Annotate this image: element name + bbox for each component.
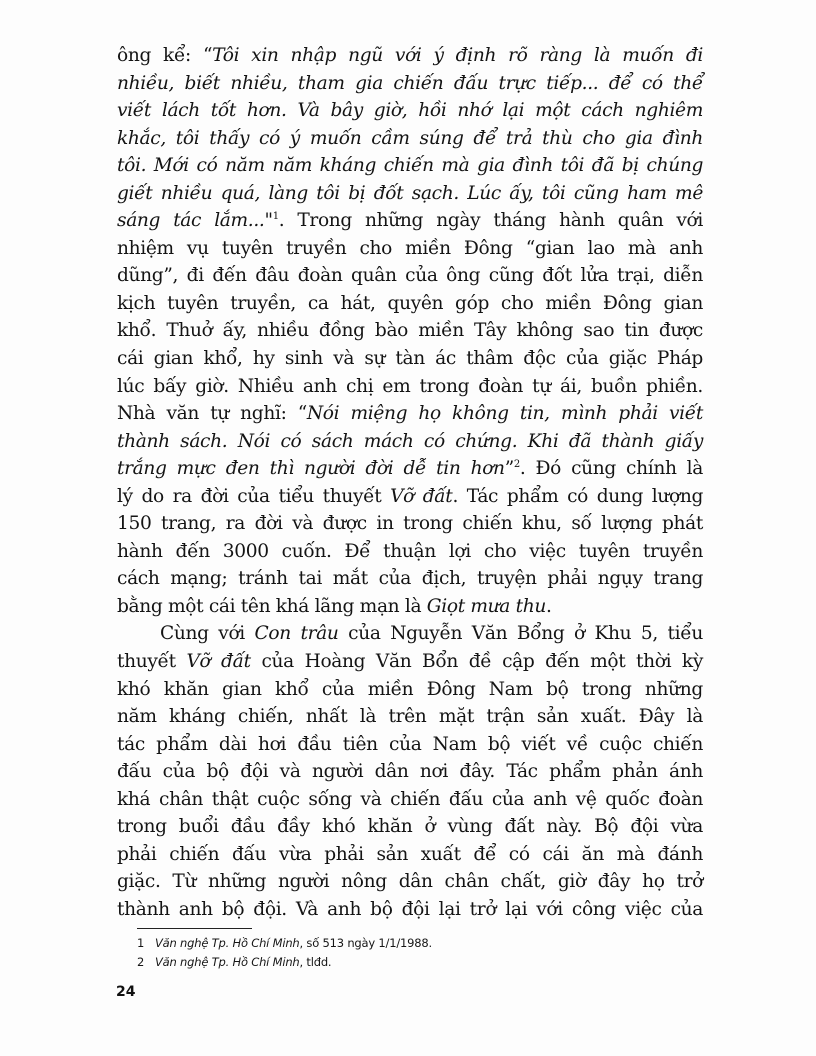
text-line [117,345,703,373]
text-line [117,703,703,731]
text-run: phải chiến đấu vừa phải sản xuất để có cái ăn mà đánh [117,843,703,865]
text-line [117,97,703,125]
text-run: 150 trang, ra đời và được in trong chiến khu, số lượng phát [117,513,703,535]
text-run: năm kháng chiến, nhất là trên mặt trận sản xuất. Đây là [117,706,703,728]
text-run: " [264,210,273,232]
text-line [117,676,703,704]
text-line [117,648,703,676]
text-run: của Nguyễn Văn Bổng ở Khu 5, tiểu [338,623,703,645]
text-run: thành anh bộ đội. Và anh bộ đội lại trở lại với công việc của [117,898,703,920]
page-number: 24 [116,984,136,1000]
text-line [117,70,703,98]
footnote-1 [137,934,637,953]
text-line [117,896,703,924]
text-line [117,125,703,153]
text-run: nhiệm vụ tuyên truyền cho miền Đông “gian lao mà anh [117,237,703,259]
text-run: . [545,595,552,617]
italic-text: viết lách tốt hơn. Và bây giờ, hồi nhớ lại một cách nghiêm [117,100,703,122]
text-run: Nhà văn tự nghĩ: “ [117,403,307,425]
italic-text: nhiều, biết nhiều, tham gia chiến đấu trực tiếp... để có thể [117,72,703,94]
text-run: giặc. Từ những người nông dân chân chất, giờ đây họ trở [117,871,703,893]
text-line [117,317,703,345]
text-run: đấu của bộ đội và người dân nơi đây. Tác phẩm phản ánh [117,761,703,783]
footnote-number: 1 [137,936,145,950]
footnote-detail: , số 513 ngày 1/1/1988. [299,936,432,950]
text-run: trong buổi đầu đầy khó khăn ở vùng đất này. Bộ đội vừa [117,816,703,838]
text-run: Cùng với [160,623,255,645]
italic-text: Vỡ đất [186,651,251,673]
italic-text: khắc, tôi thấy có ý muốn cầm súng để trả thù cho gia đình [117,127,703,149]
text-run: thuyết [117,651,187,673]
text-run: tác phẩm dài hơi đầu tiên của Nam bộ viết về cuộc chiến [117,733,703,755]
text-line [117,290,703,318]
text-run: bằng một cái tên khá lãng mạn là [117,595,427,617]
footnote-source: Văn nghệ Tp. Hồ Chí Minh [155,955,300,969]
text-run: . Tác phẩm có dung lượng [452,485,704,507]
italic-text: Con trâu [254,623,339,645]
text-line [117,538,703,566]
italic-text: thành sách. Nói có sách mách có chứng. Khi đã thành giấy [117,430,703,452]
text-line [117,841,703,869]
text-line [117,235,703,263]
footnote-separator [137,928,252,929]
italic-text: Nói miệng họ không tin, mình phải viết [306,403,703,425]
footnote-2 [137,953,637,972]
italic-text: Tôi xin nhập ngũ với ý định rõ ràng là muốn đi [212,45,703,66]
body-text [117,42,703,924]
text-line [117,152,703,180]
text-run: khó khăn gian khổ của miền Đông Nam bộ trong những [117,678,703,700]
text-line [117,786,703,814]
text-run: kịch tuyên truyền, ca hát, quyên góp cho miền Đông gian [117,292,703,314]
text-run: ” [504,458,514,480]
text-run: dũng”, đi đến đâu đoàn quân của ông cũng đốt lửa trại, diễn [117,265,703,287]
text-line [117,262,703,290]
text-line [117,565,703,593]
italic-text: Giọt mưa thu [426,595,546,617]
text-line [117,731,703,759]
text-line [117,758,703,786]
text-run: ông kể: “ [117,45,213,66]
text-run: . Trong những ngày tháng hành quân với [278,210,703,232]
text-run: cách mạng; tránh tai mắt của địch, truyện phải ngụy trang [117,568,703,590]
text-line [117,620,703,648]
text-run: . Đó cũng chính là [519,458,703,480]
text-line [117,400,703,428]
italic-text: tôi. Mới có năm năm kháng chiến mà gia đình tôi đã bị chúng [117,155,703,177]
text-line [117,428,703,456]
text-line [117,207,703,235]
italic-text: giết nhiều quá, làng tôi bị đốt sạch. Lúc ấy, tôi cũng ham mê [117,182,703,204]
text-run: khá chân thật cuộc sống và chiến đấu của anh vệ quốc đoàn [117,788,703,810]
footnotes [137,934,637,972]
text-line [117,180,703,208]
text-line [117,455,703,483]
italic-text: sáng tác lắm... [117,210,265,232]
text-run: lý do ra đời của tiểu thuyết [117,485,391,507]
text-line [117,483,703,511]
text-line [117,510,703,538]
text-line [117,813,703,841]
text-line [117,593,703,621]
footnote-source: Văn nghệ Tp. Hồ Chí Minh [155,936,300,950]
text-run: hành đến 3000 cuốn. Để thuận lợi cho việc tuyên truyền [117,540,703,562]
text-run: của Hoàng Văn Bổn đề cập đến một thời kỳ [250,651,703,673]
footnote-ref: 2 [513,459,520,471]
text-line [117,373,703,401]
italic-text: Vỡ đất [390,485,453,507]
italic-text: trắng mực đen thì người đời dễ tin hơn [117,458,505,480]
text-line [117,868,703,896]
footnote-number: 2 [137,955,145,969]
text-line [117,42,703,70]
text-run: lúc bấy giờ. Nhiều anh chị em trong đoàn tự ái, buồn phiền. [117,375,703,397]
footnote-detail: , tlđd. [299,955,332,969]
text-run: cái gian khổ, hy sinh và sự tàn ác thâm độc của giặc Pháp [117,348,703,370]
footnote-ref: 1 [272,211,279,223]
text-run: khổ. Thuở ấy, nhiều đồng bào miền Tây không sao tin được [117,320,703,342]
